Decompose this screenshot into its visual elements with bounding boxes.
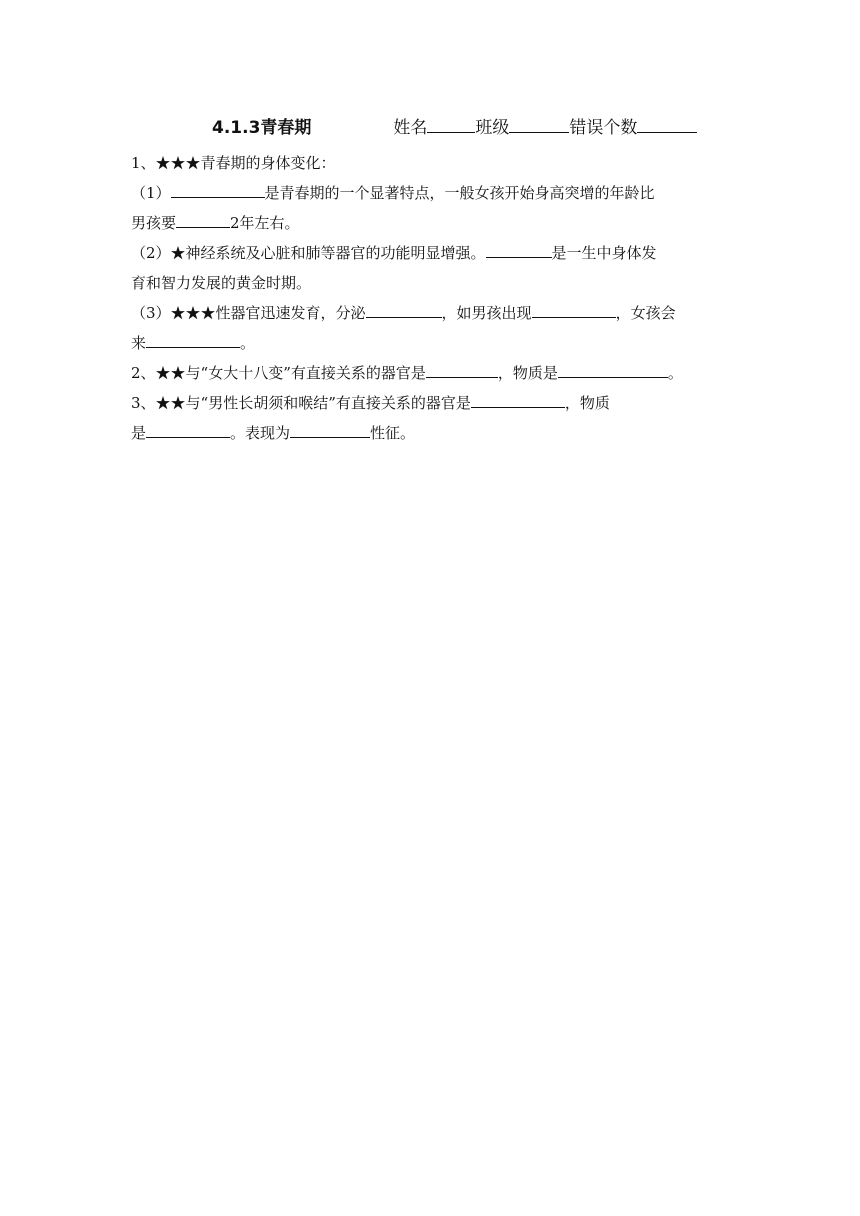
part-1-text-c: 2年左右。 [230,214,300,232]
question-3-line-2 [131,418,731,448]
name-blank[interactable] [427,115,475,133]
question-2-text-c: 。 [667,364,683,382]
question-3-text-a: 3、★★与“男性长胡须和喉结”有直接关系的器官是 [131,394,471,412]
name-label: 姓名 [393,118,428,138]
question-3-line-1 [131,388,731,418]
answer-blank-10[interactable] [146,420,230,438]
part-2-text: 是一生中身体发 [551,244,657,262]
answer-blank-7[interactable] [426,360,498,378]
student-info [393,115,697,141]
errors-label: 错误个数 [569,118,638,138]
part-3-text-c: 来 [131,334,147,352]
answer-blank-1[interactable] [171,180,265,198]
question-1-part-2-line-2 [131,268,731,298]
part-3-prefix: （3）★★★性器官迅速发育，分泌 [131,304,366,322]
question-1-part-3-line-2 [131,328,731,358]
header-row [212,115,732,141]
part-3-text-b: ，女孩会 [615,304,676,322]
part-2-prefix: （2）★神经系统及心脏和肺等器官的功能明显增强。 [131,244,486,262]
answer-blank-4[interactable] [366,300,442,318]
answer-blank-3[interactable] [486,240,552,258]
errors-blank[interactable] [637,115,697,133]
question-3-text-d: 。表现为 [230,424,291,442]
part-3-text-d: 。 [240,334,256,352]
part-1-text-b: 男孩要 [131,214,177,232]
question-1-part-2-line-1 [131,238,731,268]
answer-blank-9[interactable] [471,390,565,408]
question-3-text-e: 性征。 [370,424,416,442]
page-title: 4.1.3青春期 [212,118,312,138]
question-2-text-a: 2、★★与“女大十八变”有直接关系的器官是 [131,364,426,382]
part-1-prefix: （1） [131,184,171,202]
question-3-text-b: ，物质 [564,394,610,412]
question-1-part-3-line-1 [131,298,731,328]
class-label: 班级 [475,118,510,138]
question-1-text: 1、★★★青春期的身体变化： [131,154,336,172]
question-2-text-b: ，物质是 [497,364,558,382]
part-3-text-a: ，如男孩出现 [441,304,532,322]
class-blank[interactable] [509,115,569,133]
part-2-text-b: 育和智力发展的黄金时期。 [131,274,312,292]
question-3-text-c: 是 [131,424,147,442]
answer-blank-11[interactable] [290,420,370,438]
answer-blank-2[interactable] [176,210,230,228]
answer-blank-5[interactable] [532,300,616,318]
question-1-intro [131,148,731,178]
worksheet-content [131,148,731,448]
part-1-text: 是青春期的一个显著特点，一般女孩开始身高突增的年龄比 [264,184,655,202]
answer-blank-8[interactable] [558,360,668,378]
question-1-part-1-line-2 [131,208,731,238]
question-2-line [131,358,731,388]
answer-blank-6[interactable] [146,330,240,348]
question-1-part-1-line-1 [131,178,731,208]
